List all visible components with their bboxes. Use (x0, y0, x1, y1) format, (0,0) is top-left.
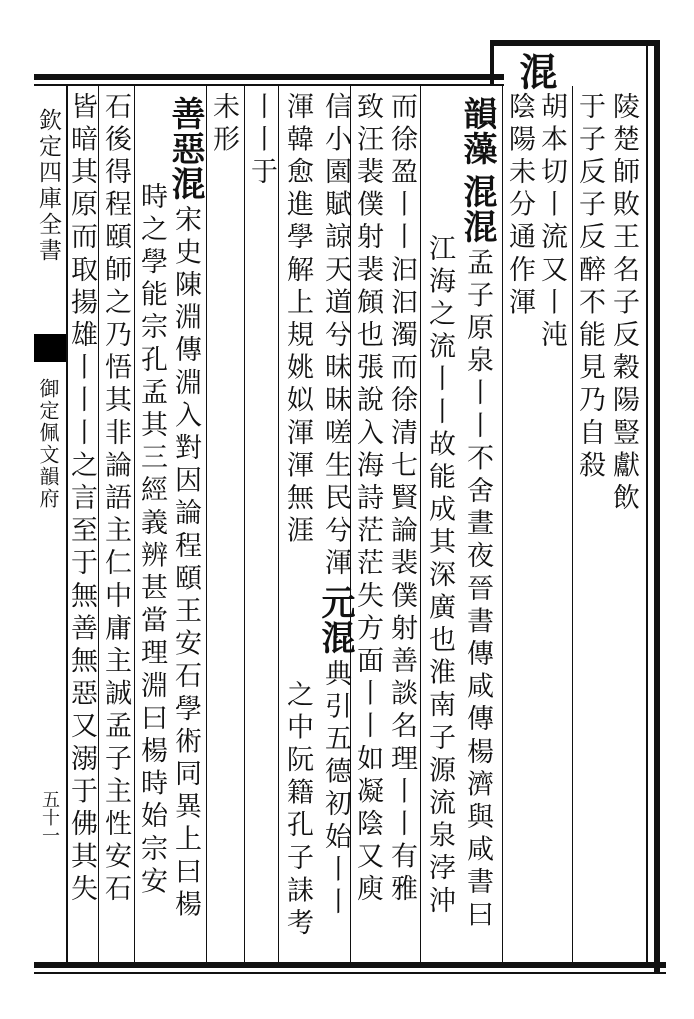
title-box-left (490, 40, 494, 86)
column-rule (206, 86, 207, 962)
headword: 混 (513, 52, 558, 91)
right-border-thin (646, 46, 648, 968)
entry-text: 致汪裴僕射裴頠也張說入海詩茫茫失方面丨丨如凝陰又庾 (352, 92, 383, 907)
column-rule (278, 86, 279, 962)
column-rule (244, 86, 245, 962)
entry-text: 孟子原泉丨丨不舍晝夜晉書傳咸傳楊濟與咸書曰 (462, 248, 493, 933)
entry-text: 宋史陳淵傳淵入對因論程頤王安石學術同異上曰楊 (170, 205, 201, 923)
entry-text: 石後得程頤師之乃悟其非論語主仁中庸主誠孟子主性安石 (100, 92, 131, 907)
entry-text: 時之學能宗孔孟其三經義辨甚當理淵曰楊時始宗安 (136, 182, 167, 900)
text-column-12 (248, 92, 275, 190)
entry-term: 善惡混 (165, 96, 205, 201)
entry-text: 陰陽未分通作渾 (504, 92, 535, 321)
column-rule (134, 86, 135, 962)
column-rule (98, 86, 99, 962)
text-column-6 (426, 234, 453, 919)
text-column-15 (138, 182, 165, 899)
column-rule (420, 86, 421, 962)
margin-page-number: 五十一 (39, 790, 60, 844)
text-column-16 (102, 92, 129, 907)
text-column-1 (610, 92, 637, 516)
text-column-4 (506, 92, 533, 320)
column-rule (572, 86, 573, 962)
entry-text: 江海之流丨丨故能成其深廣也淮南子源流泉浡沖 (424, 234, 455, 919)
text-column-14 (165, 92, 205, 923)
entry-text: 而徐盈丨丨汩汩濁而徐清七賢論裴僕射善談名理丨丨有雅 (386, 92, 417, 907)
entry-text: 胡本切丨流又丨沌 (536, 92, 567, 353)
text-column-10 (284, 680, 311, 941)
top-border (34, 74, 504, 80)
entry-text: 皆暗其原而取揚雄丨丨丨之言至于無善無惡又溺于佛其失 (66, 92, 97, 907)
text-column-3 (538, 92, 565, 353)
entry-text: 之中阮籍孔子誄考 (282, 680, 313, 941)
entry-text: 丨丨于 (246, 92, 277, 190)
text-column-7 (388, 92, 415, 907)
entry-term: 混混 (457, 174, 497, 244)
text-column-2 (576, 92, 603, 483)
entry-text: 信小園賦諒天道兮昧昧嗟生民兮渾 (320, 92, 351, 581)
entry-term: 元混 (315, 585, 355, 655)
bottom-border (34, 962, 666, 968)
entry-text: 典引五德初始丨丨 (320, 659, 351, 920)
column-rule (502, 86, 503, 962)
right-border (654, 40, 660, 974)
entry-text: 渾韓愈進學解上規姚姒渾渾無涯 (282, 92, 313, 549)
text-column-17 (68, 92, 95, 907)
text-column-9 (315, 92, 355, 920)
bottom-border-thin (34, 972, 666, 974)
text-column-5 (457, 92, 497, 933)
entry-text: 未形 (208, 92, 239, 158)
margin-book-title: 欽定四庫全書 (35, 108, 61, 264)
entry-term: 韻藻 (457, 96, 497, 166)
text-column-8 (354, 92, 381, 907)
fishtail-mark (34, 334, 66, 362)
title-box-top-right (490, 40, 660, 46)
text-column-13 (210, 92, 237, 157)
text-column-11 (284, 92, 311, 548)
margin-section-title: 御定佩文韻府 (36, 378, 60, 510)
top-border-thin (34, 84, 504, 86)
entry-text: 陵楚師敗王名子反穀陽豎獻飲 (608, 92, 639, 516)
entry-text: 于子反子反醉不能見乃自殺 (574, 92, 605, 484)
